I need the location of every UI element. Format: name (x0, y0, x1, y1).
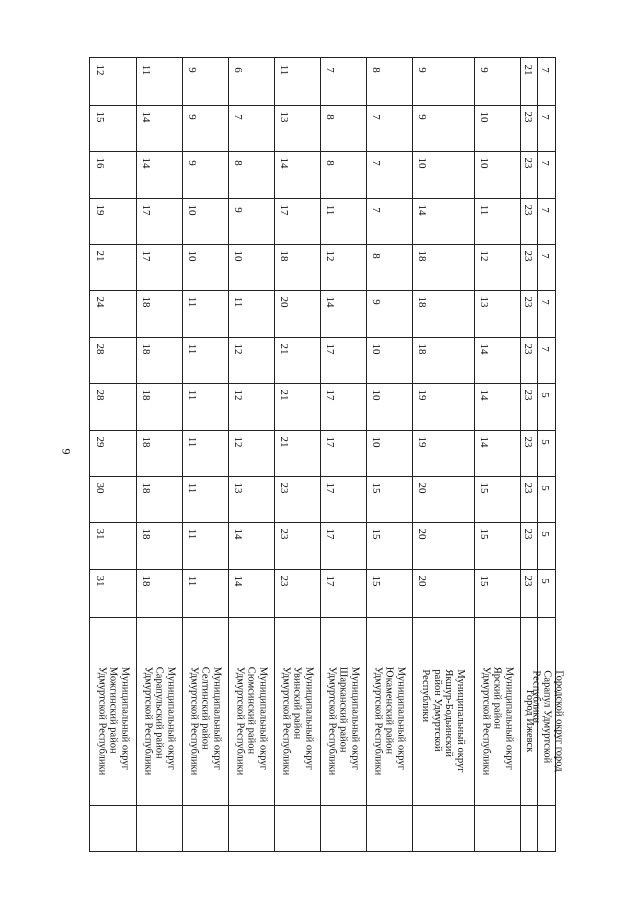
table-cell: 10 (370, 436, 382, 448)
table-cell: 23 (522, 111, 534, 123)
row-label: Муниципальный округ Якшур-Бодьинский район Удмуртской Республики (420, 669, 466, 773)
table-cell: 18 (278, 250, 290, 262)
table-cell: 20 (416, 528, 428, 540)
column-divider (90, 805, 555, 806)
table-cell: 7 (539, 253, 551, 259)
row-label: Муниципальный округ Сарапульский район Удмуртской Республики (142, 666, 177, 776)
table-cell: 9 (186, 67, 198, 73)
table-cell: 23 (522, 482, 534, 494)
column-divider (90, 151, 555, 152)
row-divider (474, 58, 475, 851)
table-cell: 12 (324, 250, 336, 262)
table-cell: 6 (232, 67, 244, 73)
header-cell: 30 (94, 482, 106, 494)
table-cell: 21 (278, 436, 290, 448)
table-cell: 20 (278, 296, 290, 308)
table-cell: 7 (370, 114, 382, 120)
table-cell: 14 (278, 157, 290, 169)
table-cell: 9 (186, 114, 198, 120)
table-cell: 11 (186, 482, 198, 494)
column-divider (90, 476, 555, 477)
header-cell: 29 (94, 436, 106, 448)
row-label: Муниципальный округ Сюмсинский район Удмуртской Республики (234, 666, 269, 776)
row-divider (366, 58, 367, 851)
header-cell: 19 (94, 204, 106, 216)
table-cell: 10 (478, 111, 490, 123)
table-cell: 18 (140, 575, 152, 587)
table-cell: 14 (324, 296, 336, 308)
table-cell: 11 (278, 64, 290, 76)
table-cell: 14 (140, 157, 152, 169)
table-cell: 14 (416, 204, 428, 216)
table-cell: 19 (416, 436, 428, 448)
row-label: Город Ижевск (523, 689, 535, 753)
table-cell: 7 (232, 114, 244, 120)
column-divider (90, 569, 555, 570)
table-cell: 12 (232, 436, 244, 448)
table-cell: 8 (370, 253, 382, 259)
header-cell: 24 (94, 296, 106, 308)
table-cell: 23 (278, 482, 290, 494)
column-divider (90, 430, 555, 431)
table-cell: 18 (140, 482, 152, 494)
header-cell: 28 (94, 343, 106, 355)
table-cell: 12 (232, 343, 244, 355)
row-divider (520, 58, 521, 851)
row-label: Муниципальный округ Юкаменский район Удмуртской Республики (372, 666, 407, 776)
table-cell: 8 (324, 114, 336, 120)
column-divider (90, 617, 555, 618)
column-divider (90, 522, 555, 523)
table-cell: 7 (539, 67, 551, 73)
table-cell: 9 (416, 67, 428, 73)
table-cell: 5 (539, 578, 551, 584)
table-cell: 20 (416, 482, 428, 494)
table-cell: 5 (539, 392, 551, 398)
table-cell: 18 (140, 343, 152, 355)
row-label: Муниципальный округ Селтинский район Удмуртской Республики (188, 666, 223, 776)
row-label: Муниципальный округ Ярский район Удмуртской Республики (480, 666, 515, 776)
row-label: Муниципальный округ Можгинский район Удмуртской Республики (96, 666, 131, 776)
table-cell: 9 (416, 114, 428, 120)
table-cell: 14 (478, 436, 490, 448)
table-cell: 23 (278, 528, 290, 540)
table-cell: 23 (522, 575, 534, 587)
table-cell: 13 (278, 111, 290, 123)
table-cell: 5 (539, 531, 551, 537)
table-cell: 23 (522, 528, 534, 540)
table-cell: 7 (539, 346, 551, 352)
row-divider (412, 58, 413, 851)
table-cell: 15 (370, 482, 382, 494)
table-cell: 21 (522, 64, 534, 76)
table-cell: 9 (478, 67, 490, 73)
column-divider (90, 244, 555, 245)
table-cell: 7 (539, 160, 551, 166)
table-cell: 14 (478, 389, 490, 401)
table-cell: 18 (140, 296, 152, 308)
header-cell: 31 (94, 575, 106, 587)
table-cell: 8 (232, 160, 244, 166)
table-cell: 11 (186, 343, 198, 355)
table-cell: 20 (416, 575, 428, 587)
table-cell: 23 (522, 204, 534, 216)
table-cell: 12 (478, 250, 490, 262)
row-label: Муниципальный округ Увинский район Удмуртской Республики (280, 666, 315, 776)
table-cell: 11 (186, 528, 198, 540)
table-cell: 17 (278, 204, 290, 216)
header-cell: 15 (94, 111, 106, 123)
table-cell: 23 (522, 250, 534, 262)
table-cell: 11 (232, 296, 244, 308)
table-cell: 14 (478, 343, 490, 355)
table-cell: 18 (416, 296, 428, 308)
column-divider (90, 105, 555, 106)
table-cell: 7 (539, 207, 551, 213)
table-cell: 10 (416, 157, 428, 169)
row-divider (228, 58, 229, 851)
table-cell: 18 (416, 250, 428, 262)
table-cell: 14 (232, 528, 244, 540)
row-label: Городской округ город Сарапул Удмуртской Республики (530, 670, 565, 772)
table-cell: 10 (370, 343, 382, 355)
table-cell: 17 (324, 343, 336, 355)
table-cell: 23 (522, 157, 534, 169)
table-cell: 5 (539, 485, 551, 491)
table-cell: 10 (186, 250, 198, 262)
row-divider (182, 58, 183, 851)
table-cell: 19 (416, 389, 428, 401)
column-divider (90, 290, 555, 291)
table-cell: 18 (140, 436, 152, 448)
table-cell: 11 (186, 575, 198, 587)
table-cell: 15 (370, 575, 382, 587)
table-cell: 18 (416, 343, 428, 355)
data-table (89, 57, 565, 852)
table-cell: 23 (278, 575, 290, 587)
table-cell: 5 (539, 439, 551, 445)
table-cell: 23 (522, 436, 534, 448)
table-cell: 17 (324, 389, 336, 401)
table-cell: 10 (478, 157, 490, 169)
table-cell: 9 (186, 160, 198, 166)
table-cell: 11 (186, 436, 198, 448)
header-cell: 31 (94, 528, 106, 540)
table-cell: 15 (478, 575, 490, 587)
table-cell: 18 (140, 389, 152, 401)
table-cell: 17 (324, 528, 336, 540)
table-cell: 17 (140, 250, 152, 262)
table-cell: 11 (186, 389, 198, 401)
row-divider (274, 58, 275, 851)
table-cell: 17 (324, 575, 336, 587)
column-divider (90, 198, 555, 199)
table-cell: 11 (324, 204, 336, 216)
table-cell: 13 (478, 296, 490, 308)
table-cell: 7 (324, 67, 336, 73)
column-divider (90, 383, 555, 384)
table-cell: 15 (370, 528, 382, 540)
table-cell: 11 (140, 64, 152, 76)
table-cell: 15 (478, 482, 490, 494)
table-cell: 7 (370, 160, 382, 166)
table-cell: 17 (140, 204, 152, 216)
table-cell: 10 (232, 250, 244, 262)
table-cell: 8 (324, 160, 336, 166)
header-cell: 16 (94, 157, 106, 169)
table-cell: 8 (370, 67, 382, 73)
table-cell: 14 (232, 575, 244, 587)
table-cell: 23 (522, 296, 534, 308)
table-cell: 14 (140, 111, 152, 123)
row-divider (136, 58, 137, 851)
table-cell: 21 (278, 343, 290, 355)
column-divider (90, 337, 555, 338)
table-cell: 17 (324, 482, 336, 494)
page-number: 9 (59, 448, 74, 455)
table-cell: 11 (478, 204, 490, 216)
row-label: Муниципальный округ Шарканский район Удмуртской Республики (326, 666, 361, 776)
table-cell: 18 (140, 528, 152, 540)
table-cell: 23 (522, 389, 534, 401)
table-cell: 11 (186, 296, 198, 308)
table-cell: 10 (186, 204, 198, 216)
table-cell: 15 (478, 528, 490, 540)
table-cell: 7 (539, 299, 551, 305)
table-cell: 10 (370, 389, 382, 401)
table-cell: 17 (324, 436, 336, 448)
table-cell: 13 (232, 482, 244, 494)
table-cell: 9 (232, 207, 244, 213)
table-cell: 7 (370, 207, 382, 213)
table-cell: 23 (522, 343, 534, 355)
header-cell: 28 (94, 389, 106, 401)
row-divider (320, 58, 321, 851)
table-cell: 7 (539, 114, 551, 120)
table-cell: 9 (370, 299, 382, 305)
header-cell: 12 (94, 64, 106, 76)
table-cell: 12 (232, 389, 244, 401)
table-cell: 21 (278, 389, 290, 401)
header-cell: 21 (94, 250, 106, 262)
